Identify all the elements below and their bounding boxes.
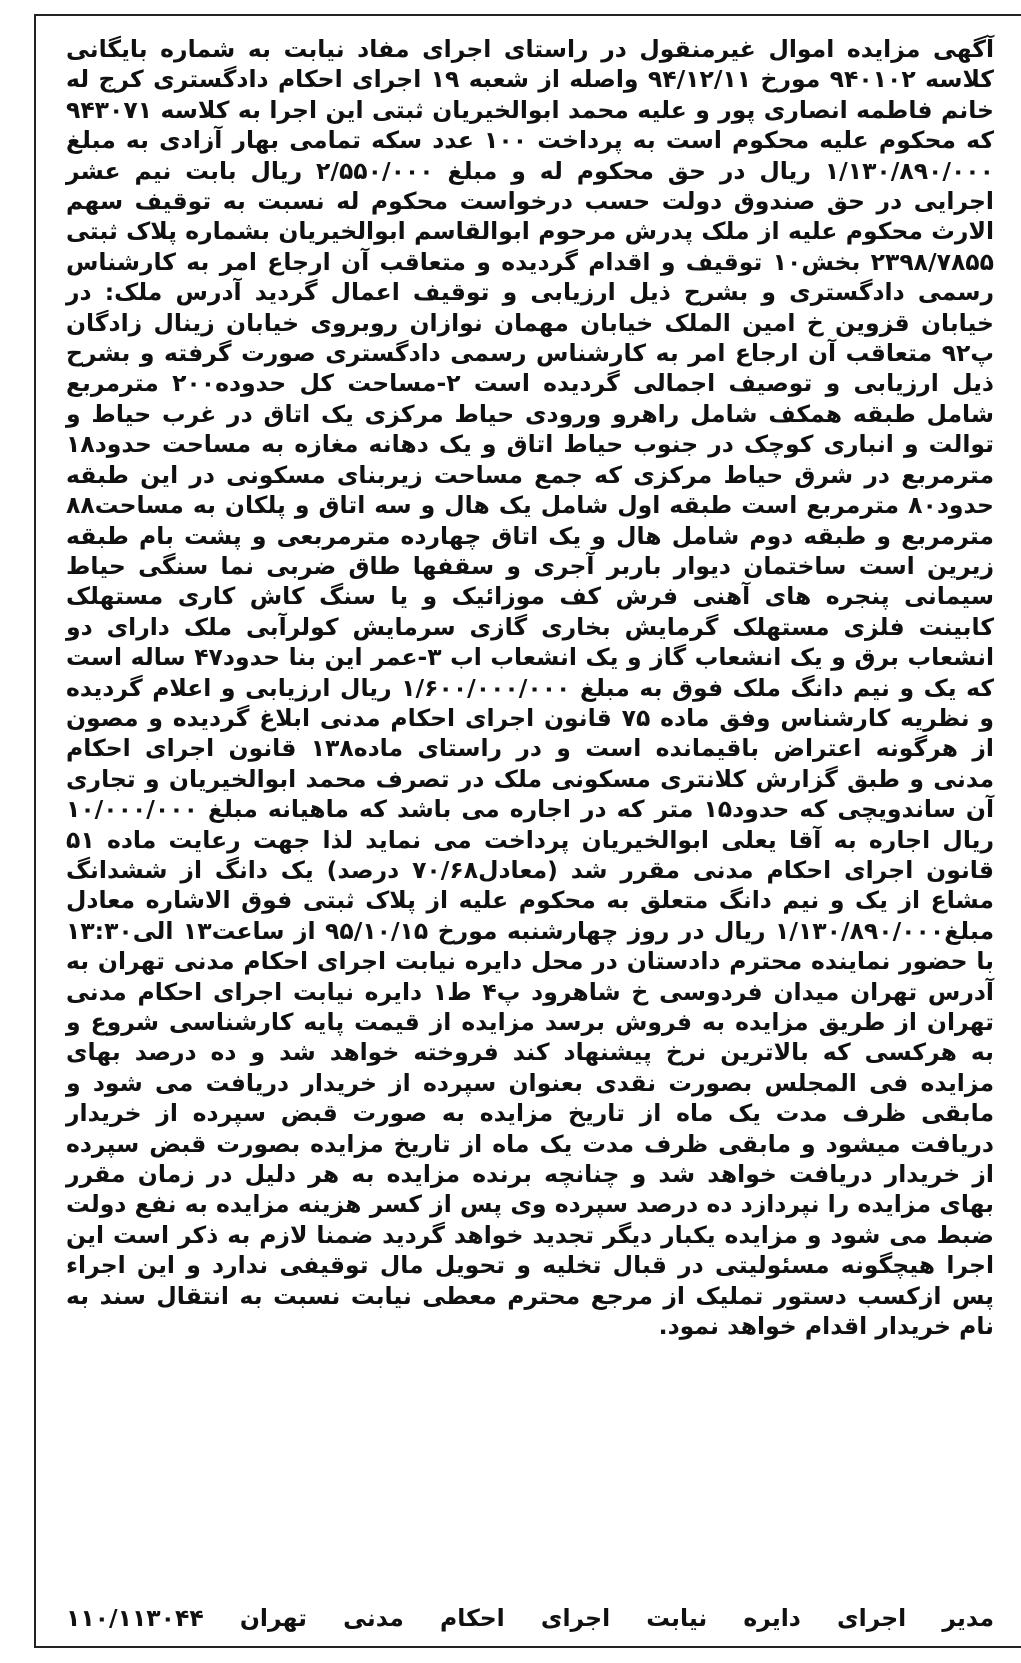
notice-footer [66,1604,994,1632]
notice-body-text: آگهی مزایده اموال غیرمنقول در راستای اجرای مفاد نیابت به شماره بایگانی کلاسه ۹۴۰۱۰۲ مورخ ۹۴/۱۲/۱۱ واصله از شعبه ۱۹ اجرای احکام دادگستری کرج له خانم فاطمه انصاری پور و علیه محمد ابوالخیریان ثبتی این اجرا به کلاسه ۹۴۳۰۷۱ که محکوم علیه محکوم است به پرداخت ۱۰۰ عدد سکه تمامی بهار آزادی به مبلغ ۱/۱۳۰/۸۹۰/۰۰۰ ریال در حق محکوم له و مبلغ ۲/۵۵۰/۰۰۰ ریال بابت نیم عشر اجرایی در حق صندوق دولت حسب درخواست محکوم له نسبت به توقیف سهم الارث محکوم علیه از ملک پدرش مرحوم ابوالقاسم ابوالخیریان بشماره پلاک ثبتی ۲۳۹۸/۷۸۵۵ بخش۱۰ توقیف و اقدام گردیده و متعاقب آن ارجاع امر به کارشناس رسمی دادگستری و بشرح ذیل ارزیابی و توقیف اعمال گردید آدرس ملک: در خیابان قزوین خ امین الملک خیابان مهمان نوازان روبروی خیابان زینال زادگان پ۹۲ متعاقب آن ارجاع امر به کارشناس رسمی دادگستری صورت گرفته و بشرح ذیل ارزیابی و توصیف اجمالی گردیده است ۲-مساحت کل حدوده۲۰۰ مترمربع شامل طبقه همکف شامل راهرو ورودی حیاط مرکزی یک اتاق در غرب حیاط و توالت و انباری کوچک در جنوب حیاط اتاق و یک دهانه مغازه به مساحت حدود۱۸ مترمربع در شرق حیاط مرکزی که جمع مساحت زیربنای مسکونی در این طبقه حدود۸۰ مترمربع است طبقه اول شامل یک هال و سه اتاق و پلکان به مساحت۸۸ مترمربع و طبقه دوم شامل هال و یک اتاق چهارده مترمربعی و پشت بام طبقه زیرین است ساختمان دیوار باربر آجری و سقفها طاق ضربی نما سنگی حیاط سیمانی پنجره های آهنی فرش کف موزائیک و یا سنگ کاش کاری مستهلک کابینت فلزی مستهلک گرمایش بخاری گازی سرمایش کولرآبی ملک دارای دو انشعاب برق و یک انشعاب گاز و یک انشعاب اب ۳-عمر این بنا حدود۴۷ ساله است که یک و نیم دانگ ملک فوق به مبلغ ۱/۶۰۰/۰۰۰/۰۰۰ ریال ارزیابی و اعلام گردیده و نظریه کارشناس وفق ماده ۷۵ قانون اجرای احکام مدنی ابلاغ گردیده و مصون از هرگونه اعتراض باقیمانده است و در راستای ماده۱۳۸ قانون اجرای احکام مدنی و طبق گزارش کلانتری مسکونی ملک در تصرف محمد ابوالخیریان و تجاری آن ساندویچی که حدود۱۵ متر که در اجاره می باشد که ماهیانه مبلغ ۱۰/۰۰۰/۰۰۰ ریال اجاره به آقا یعلی ابوالخیریان پرداخت می نماید لذا جهت رعایت ماده ۵۱ قانون اجرای احکام مدنی مقرر شد (معادل۷۰/۶۸ درصد) یک دانگ از ششدانگ مشاع از یک و نیم دانگ متعلق به محکوم علیه از پلاک ثبتی فوق الاشاره معادل مبلغ۱/۱۳۰/۸۹۰/۰۰۰ ریال در روز چهارشنبه مورخ ۹۵/۱۰/۱۵ از ساعت۱۳ الی۱۳:۳۰ با حضور نماینده محترم دادستان در محل دایره نیابت اجرای احکام مدنی تهران به آدرس تهران میدان فردوسی خ شاهرود پ۴ ط۱ دایره نیابت اجرای احکام مدنی تهران از طریق مزایده به فروش برسد مزایده از قیمت پایه کارشناسی شروع و به هرکسی که بالاترین نرخ پیشنهاد کند فروخته خواهد شد و ده درصد بهای مزایده فی المجلس بصورت نقدی بعنوان سپرده از خریدار دریافت می شود و مابقی ظرف مدت یک ماه از تاریخ مزایده به صورت قبض سپرده از خریدار دریافت میشود و مابقی ظرف مدت یک ماه از تاریخ مزایده بصورت قبض سپرده از خریدار دریافت خواهد شد و چنانچه برنده مزایده به هر دلیل در زمان مقرر بهای مزایده را نپردازد ده درصد سپرده وی پس از کسر هزینه مزایده به نفع دولت ضبط می شود و مزایده یکبار دیگر تجدید خواهد گردید ضمنا لازم به ذکر است این اجرا هیچگونه مسئولیتی در قبال تخلیه و تحویل مال توقیفی ندارد و این اجراء پس ازکسب دستور تملیک از مرجع محترم معطی نیابت نسبت به انتقال سند به نام خریدار اقدام خواهد نمود. [66,35,995,1341]
notice-frame [34,14,1021,1648]
notice-code: ۱۱۰/۱۱۳۰۴۴ [66,1604,204,1632]
signature-title: مدیر اجرای دایره نیابت اجرای احکام مدنی تهران [239,1604,994,1632]
